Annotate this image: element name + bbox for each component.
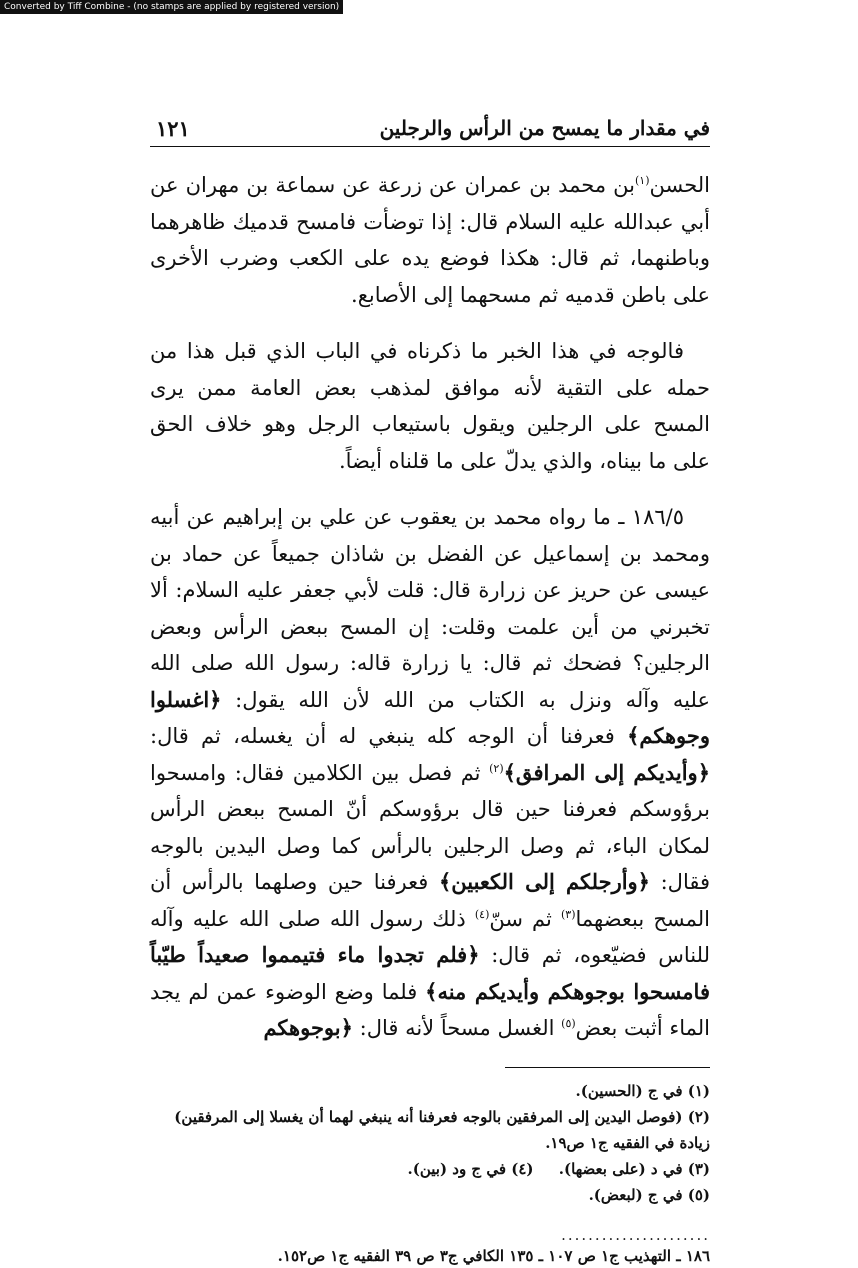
text-run: ١٨٦/٥ ـ ما رواه محمد بن يعقوب عن علي بن إبراهيم عن أبيه ومحمد بن إسماعيل عن الفضل بن شاذان جميعاً عن حماد بن عيسى عن حريز عن زرارة قال: قلت لأبي جعفر عليه السلام: ألا تخبرني من أين علمت وقلت: إن المسح ببعض الرأس وبعض الرجلين؟ فضحك ثم قال: يا زرارة قاله: رسول الله صلى الله عليه وآله ونزل به الكتاب من الله لأن الله يقول: bbox=[150, 505, 711, 712]
text-run: الحسن bbox=[649, 173, 710, 197]
running-title: في مقدار ما يمسح من الرأس والرجلين bbox=[379, 116, 710, 140]
text-run: بن محمد بن عمران عن زرعة عن سماعة بن مهران عن أبي عبدالله عليه السلام قال: إذا توضأت فامسح قدميك ظاهرهما وباطنهما، ثم قال: هكذا فوضع يده على الكعب وضرب الأخرى على باطن قدميه ثم مسحهما إلى الأصابع. bbox=[150, 173, 710, 307]
text-run: فلما وضع الوضوء عمن لم يجد الماء أثبت بعض bbox=[150, 979, 710, 1040]
footnote-ref-4: (٤) bbox=[474, 907, 490, 921]
quran-verse: ﴿وأرجلكم إلى الكعبين﴾ bbox=[438, 869, 650, 894]
footnote-5: (٥) في ج (لبعض). bbox=[588, 1185, 710, 1204]
footnotes bbox=[150, 1078, 710, 1208]
quran-verse: ﴿فلم تجدوا ماء فتيمموا صعيداً طيّباً فامسحوا بوجوهكم وأيديكم منه﴾ bbox=[150, 942, 710, 1004]
paragraph-hadith-186 bbox=[150, 499, 710, 1047]
text-run: فعرفنا أن الوجه كله ينبغي له أن يغسله، ثم قال: bbox=[150, 724, 615, 748]
footnote-1: (١) في ج (الحسين). bbox=[575, 1081, 710, 1100]
footnote-4: (٤) في ج ود (بين). bbox=[407, 1159, 534, 1178]
footnote-row-3-4 bbox=[150, 1156, 710, 1182]
footnote-ref-5: (٥) bbox=[561, 1017, 576, 1030]
paragraph-2: فالوجه في هذا الخبر ما ذكرناه في الباب الذي قبل هذا من حمله على التقية لأنه موافق لمذهب بعض العامة ممن يرى المسح على الرجلين ويقول باستيعاب الرجل وهو خلاف الحق على ما بيناه، والذي يدلّ على ما قلناه أيضاً. bbox=[150, 339, 710, 473]
footnote-2: (٢) (فوصل اليدين إلى المرفقين بالوجه فعرفنا أنه ينبغي لهما أن يغسلا إلى المرفقين) زيادة في الفقيه ج١ ص١٩. bbox=[174, 1107, 710, 1152]
footnote-3: (٣) في د (على بعضها). bbox=[558, 1159, 710, 1178]
dotted-separator: ...................... bbox=[561, 1225, 710, 1244]
converter-banner: Converted by Tiff Combine - (no stamps are applied by registered version) bbox=[0, 0, 343, 14]
footnote-ref-2: (٢) bbox=[489, 761, 504, 775]
quran-verse: ﴿بوجوهكم bbox=[263, 1015, 353, 1040]
main-text bbox=[150, 167, 710, 1047]
footnote-ref-1: (١) bbox=[634, 174, 650, 187]
page-header bbox=[150, 112, 710, 147]
text-run: فعرفنا حين وصلهما بالرأس أن المسح ببعضهما bbox=[150, 870, 710, 931]
quran-verse: ﴿وأيديكم إلى المرافق﴾ bbox=[503, 759, 710, 785]
page-number: ١٢١ bbox=[156, 116, 190, 141]
text-run: ذلك رسول الله صلى الله عليه وآله للناس فضيّعوه، ثم قال: bbox=[150, 906, 710, 967]
text-run: الغسل مسحاً لأنه قال: bbox=[359, 1016, 555, 1040]
text-run: ثم فصل بين الكلامين فقال: وامسحوا برؤوسكم فعرفنا حين قال برؤوسكم أنّ المسح ببعض الرأس لمكان الباء، ثم وصل الرجلين بالرأس كما وصل اليدين بالوجه فقال: bbox=[150, 760, 711, 894]
footnote-ref-3: (٣) bbox=[560, 907, 576, 921]
paragraph-1 bbox=[150, 167, 710, 313]
footnote-separator bbox=[505, 1067, 710, 1068]
book-page bbox=[150, 112, 711, 1265]
quran-verse: ﴿اغسلوا وجوهكم﴾ bbox=[150, 686, 710, 748]
text-run: ثم سنّ bbox=[489, 906, 552, 931]
source-references: ١٨٦ ـ التهذيب ج١ ص ١٠٧ ـ ١٣٥ الكافي ج٣ ص ٣٩ الفقيه ج١ ص١٥٢. bbox=[277, 1246, 710, 1265]
